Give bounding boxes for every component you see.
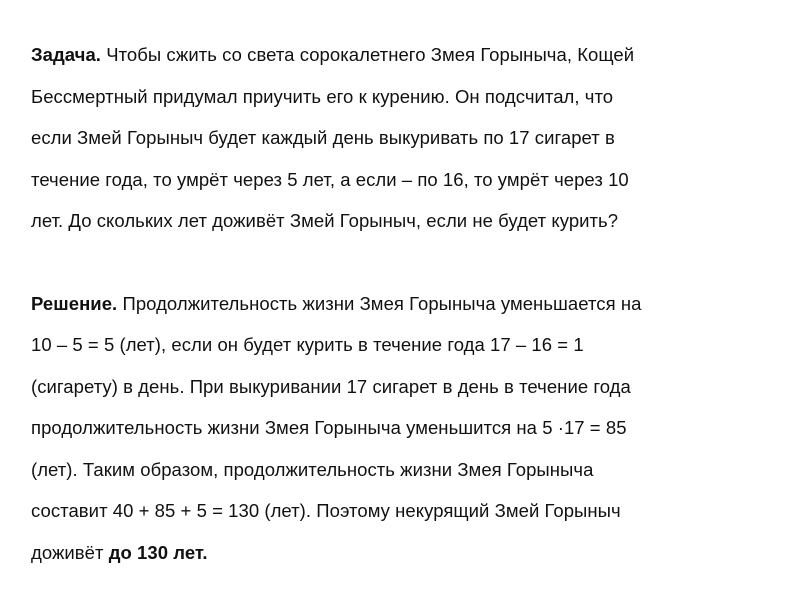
problem-line: течение года, то умрёт через 5 лет, а если – по 16, то умрёт через 10 [31, 168, 629, 190]
solution-label: Решение. [31, 292, 118, 314]
solution-line: (сигарету) в день. При выкуривании 17 сигарет в день в течение года [31, 375, 631, 397]
problem-paragraph [31, 34, 776, 242]
solution-line: продолжительность жизни Змея Горыныча уменьшится на 5 ·17 = 85 [31, 417, 627, 438]
solution-last-line-prefix: доживёт [31, 541, 109, 563]
solution-answer: до 130 лет. [108, 541, 208, 563]
problem-line: лет. До скольких лет доживёт Змей Горыныч, если не будет курить? [31, 210, 619, 231]
problem-line: Бессмертный придумал приучить его к курению. Он подсчитал, что [31, 85, 614, 107]
solution-line: 10 – 5 = 5 (лет), если он будет курить в течение года 17 – 16 = 1 [31, 334, 584, 355]
solution-line: Продолжительность жизни Змея Горыныча уменьшается на [122, 292, 642, 314]
solution-line: составит 40 + 85 + 5 = 130 (лет). Поэтому некурящий Змей Горыныч [31, 500, 621, 521]
problem-line: Чтобы сжить со света сорокалетнего Змея Горыныча, Кощей [106, 44, 635, 65]
solution-paragraph [31, 283, 776, 574]
slide-content [31, 34, 776, 573]
problem-line: если Змей Горыныч будет каждый день выкуривать по 17 сигарет в [31, 127, 615, 148]
problem-label: Задача. [31, 44, 101, 65]
solution-line: (лет). Таким образом, продолжительность жизни Змея Горыныча [31, 458, 594, 480]
